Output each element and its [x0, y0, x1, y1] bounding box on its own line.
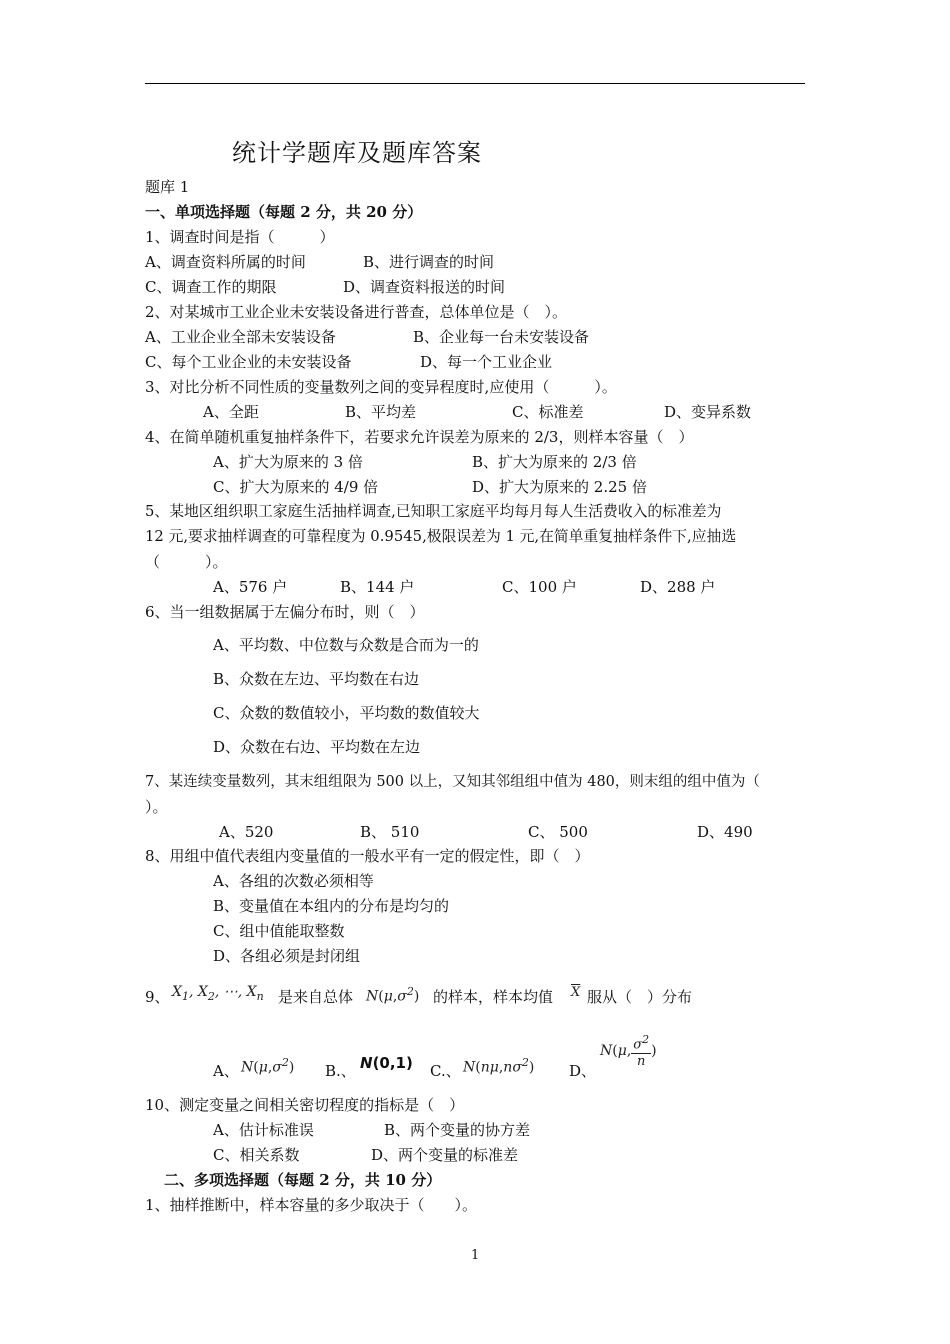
q5-stem-line3: （ ）。 [145, 553, 228, 571]
q2-option-b: B、企业每一台未安装设备 [413, 328, 590, 346]
document-title: 统计学题库及题库答案 [232, 139, 482, 167]
q8-option-a: A、各组的次数必须相等 [213, 872, 374, 890]
q2-option-c: C、每个工业企业的未安装设备 [145, 353, 352, 371]
q1-option-c: C、调查工作的期限 [145, 278, 277, 296]
q7-stem-line2: ）。 [145, 798, 168, 816]
q10-stem: 10、测定变量之间相关密切程度的指标是（ ） [145, 1096, 465, 1114]
section1-heading: 一、单项选择题（每题 2 分，共 20 分） [145, 203, 423, 221]
q7-option-a: A、520 [219, 823, 274, 841]
q8-option-b: B、变量值在本组内的分布是均匀的 [213, 897, 450, 915]
q10-option-b: B、两个变量的协方差 [384, 1121, 531, 1139]
q3-option-d: D、变异系数 [664, 403, 752, 421]
q9-option-a-label: A、 [213, 1062, 239, 1080]
q9-mean-symbol: $\overline{X}$ [571, 985, 581, 1000]
q10-option-d: D、两个变量的标准差 [371, 1146, 519, 1164]
q7-option-c: C、 500 [528, 823, 588, 841]
q8-option-d: D、各组必须是封闭组 [213, 947, 361, 965]
q1-option-a: A、调查资料所属的时间 [145, 253, 306, 271]
q3-option-b: B、平均差 [345, 403, 417, 421]
section2-heading: 二、多项选择题（每题 2 分，共 10 分） [164, 1171, 442, 1189]
q7-option-b: B、 510 [360, 823, 420, 841]
q6-stem: 6、当一组数据属于左偏分布时，则（ ） [145, 603, 425, 621]
q4-stem: 4、在简单随机重复抽样条件下，若要求允许误差为原来的 2/3，则样本容量（ ） [145, 428, 694, 446]
q4-option-c: C、扩大为原来的 4/9 倍 [213, 478, 379, 496]
q9-option-b-formula: N(0,1) [360, 1054, 413, 1072]
q10-option-c: C、相关系数 [213, 1146, 300, 1164]
q9-number: 9、 [145, 988, 170, 1006]
q9-option-c-formula: $N(n\mu,n\sigma^2)$ [463, 1056, 535, 1076]
q4-option-a: A、扩大为原来的 3 倍 [213, 453, 363, 471]
q2-option-a: A、工业企业全部未安装设备 [145, 328, 336, 346]
q6-option-d: D、众数在右边、平均数在左边 [213, 738, 421, 756]
q6-option-c: C、众数的数值较小，平均数的数值较大 [213, 704, 480, 722]
bank-label: 题库 1 [145, 178, 190, 196]
q9-text-1: 是来自总体 [278, 988, 354, 1006]
q5-option-d: D、288 户 [640, 578, 716, 596]
q5-option-b: B、144 户 [340, 578, 415, 596]
q9-text-2: 的样本，样本均值 [433, 988, 554, 1006]
page-number: 1 [471, 1248, 480, 1263]
q8-stem: 8、用组中值代表组内变量值的一般水平有一定的假定性，即（ ） [145, 847, 590, 865]
q5-option-a: A、576 户 [213, 578, 288, 596]
q1-stem: 1、调查时间是指（ ） [145, 228, 335, 246]
q7-stem-line1: 7、某连续变量数列，其末组组限为 500 以上，又知其邻组组中值为 480，则末组的组中值为（ [145, 774, 760, 790]
q2-option-d: D、每一个工业企业 [420, 353, 553, 371]
q5-option-c: C、100 户 [502, 578, 577, 596]
q4-option-b: B、扩大为原来的 2/3 倍 [472, 453, 637, 471]
header-rule [145, 83, 805, 84]
q3-option-c: C、标准差 [512, 403, 584, 421]
q9-option-c-label: C.、 [430, 1062, 461, 1080]
q9-population-formula: $N(\mu,\sigma^2)$ [366, 985, 420, 1005]
q5-stem-line1: 5、某地区组织职工家庭生活抽样调查,已知职工家庭平均每月每人生活费收入的标准差为 [145, 503, 722, 520]
q1-option-d: D、调查资料报送的时间 [343, 278, 506, 296]
q6-option-b: B、众数在左边、平均数在右边 [213, 670, 420, 688]
q2-stem: 2、对某城市工业企业未安装设备进行普查，总体单位是（ ）。 [145, 303, 568, 321]
q9-option-a-formula: $N(\mu,\sigma^2)$ [241, 1056, 295, 1076]
q10-option-a: A、估计标准误 [213, 1121, 314, 1139]
q9-option-b-label: B.、 [325, 1062, 356, 1080]
q3-stem: 3、对比分析不同性质的变量数列之间的变异程度时,应使用（ ）。 [145, 378, 617, 396]
q9-sample-formula: $X_1$, $X_2$, ⋯, $X_n$ [172, 984, 264, 1003]
q9-option-d-label: D、 [569, 1062, 597, 1080]
q4-option-d: D、扩大为原来的 2.25 倍 [472, 478, 647, 496]
q9-option-d-formula: N(μ, $\frac{\sigma^2}{n}$ ) [600, 1032, 657, 1070]
q8-option-c: C、组中值能取整数 [213, 922, 345, 940]
q1-option-b: B、进行调查的时间 [363, 253, 495, 271]
q6-option-a: A、平均数、中位数与众数是合而为一的 [213, 636, 479, 654]
q7-option-d: D、490 [697, 823, 753, 841]
q5-stem-line2: 12 元,要求抽样调查的可靠程度为 0.9545,极限误差为 1 元,在简单重复抽样条件下,应抽选 [145, 528, 737, 545]
q3-option-a: A、全距 [203, 403, 259, 421]
m1-stem: 1、抽样推断中，样本容量的多少取决于（ ）。 [145, 1196, 478, 1214]
q9-text-3: 服从（ ）分布 [587, 988, 693, 1006]
